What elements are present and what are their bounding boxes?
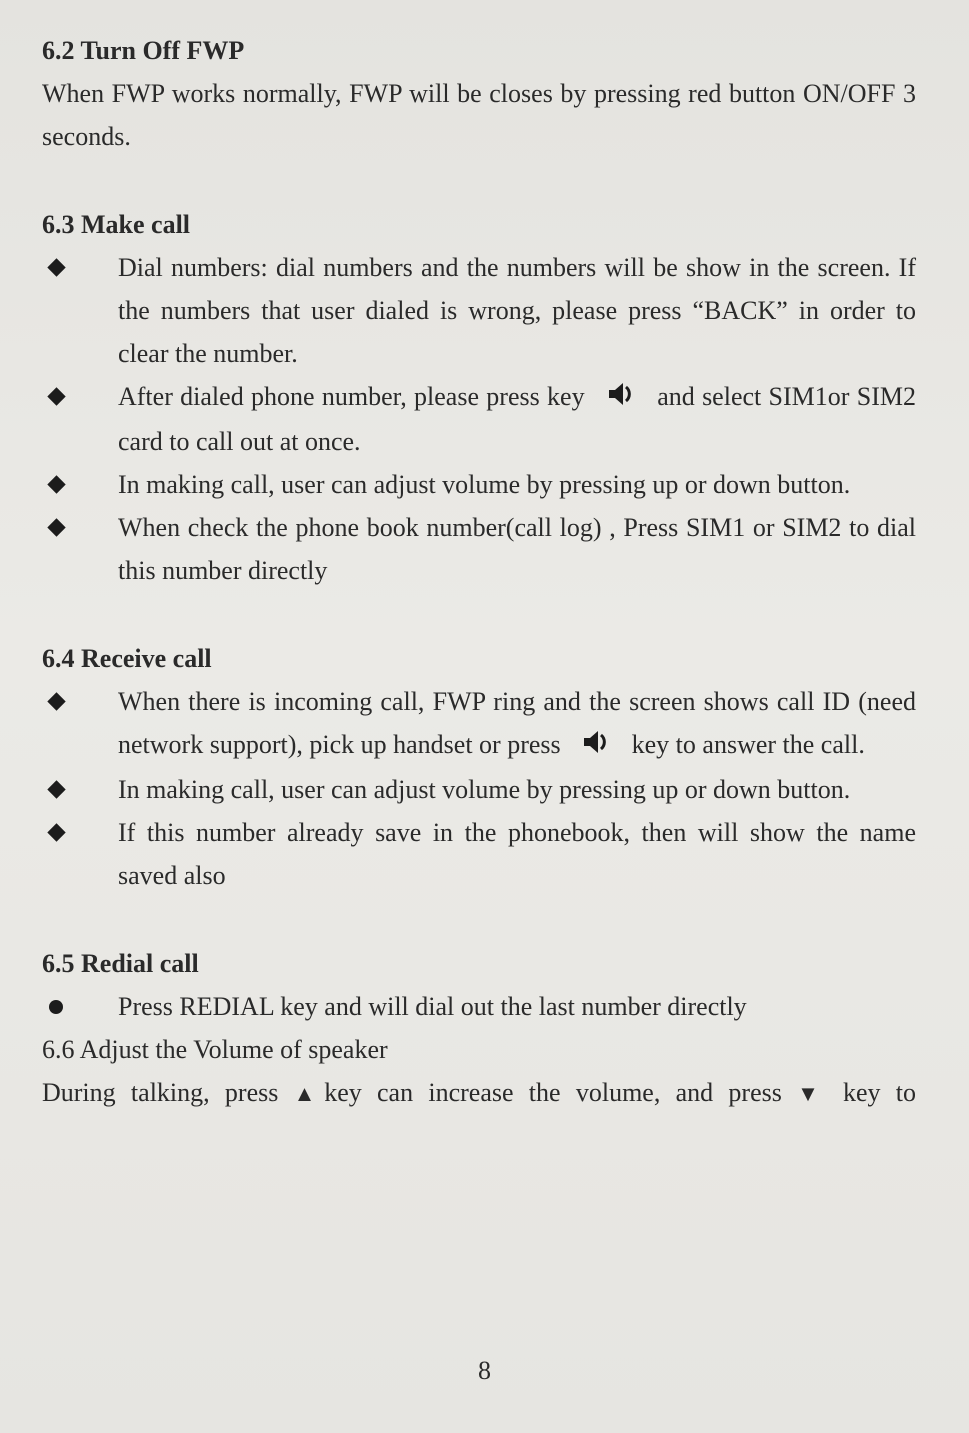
list-item: After dialed phone number, please press key and select SIM1or SIM2 card to call out at once.: [42, 375, 916, 463]
diamond-bullet-icon: [44, 768, 68, 811]
heading-adjust-volume: 6.6 Adjust the Volume of speaker: [42, 1035, 388, 1064]
list-item: If this number already save in the phonebook, then will show the name saved also: [42, 811, 916, 897]
diamond-bullet-icon: [44, 506, 68, 549]
page-number: 8: [478, 1356, 491, 1385]
diamond-bullet-icon: [44, 375, 68, 418]
list-item: Press REDIAL key and will dial out the last number directly: [42, 985, 916, 1028]
speaker-icon: [581, 725, 611, 768]
diamond-bullet-icon: [44, 811, 68, 854]
circle-bullet-icon: [44, 985, 68, 1028]
heading-make-call: 6.3 Make call: [42, 210, 191, 239]
speaker-icon: [606, 377, 636, 420]
page-content: [42, 30, 916, 1115]
diamond-bullet-icon: [44, 680, 68, 723]
heading-redial-call: 6.5 Redial call: [42, 949, 199, 978]
heading-turn-off: 6.2 Turn Off FWP: [42, 36, 245, 65]
heading-receive-call: 6.4 Receive call: [42, 644, 212, 673]
list-item: Dial numbers: dial numbers and the numbers will be show in the screen. If the numbers that user dialed is wrong, please press “BACK” in order to clear the number.: [42, 246, 916, 375]
list-item: When there is incoming call, FWP ring and the screen shows call ID (need network support), pick up handset or press key to answer the call.: [42, 680, 916, 768]
list-item: In making call, user can adjust volume by pressing up or down button.: [42, 463, 916, 506]
diamond-bullet-icon: [44, 463, 68, 506]
list-item: When check the phone book number(call log) , Press SIM1 or SIM2 to dial this number directly: [42, 506, 916, 592]
adjust-volume-text: During talking, press ▲key can increase the volume, and press ▼ key to: [42, 1078, 917, 1107]
turn-off-text: When FWP works normally, FWP will be closes by pressing red button ON/OFF 3 seconds.: [42, 79, 916, 151]
up-arrow-icon: ▲: [293, 1081, 325, 1106]
diamond-bullet-icon: [44, 246, 68, 289]
down-arrow-icon: ▼: [797, 1081, 828, 1106]
list-item: In making call, user can adjust volume by pressing up or down button.: [42, 768, 916, 811]
